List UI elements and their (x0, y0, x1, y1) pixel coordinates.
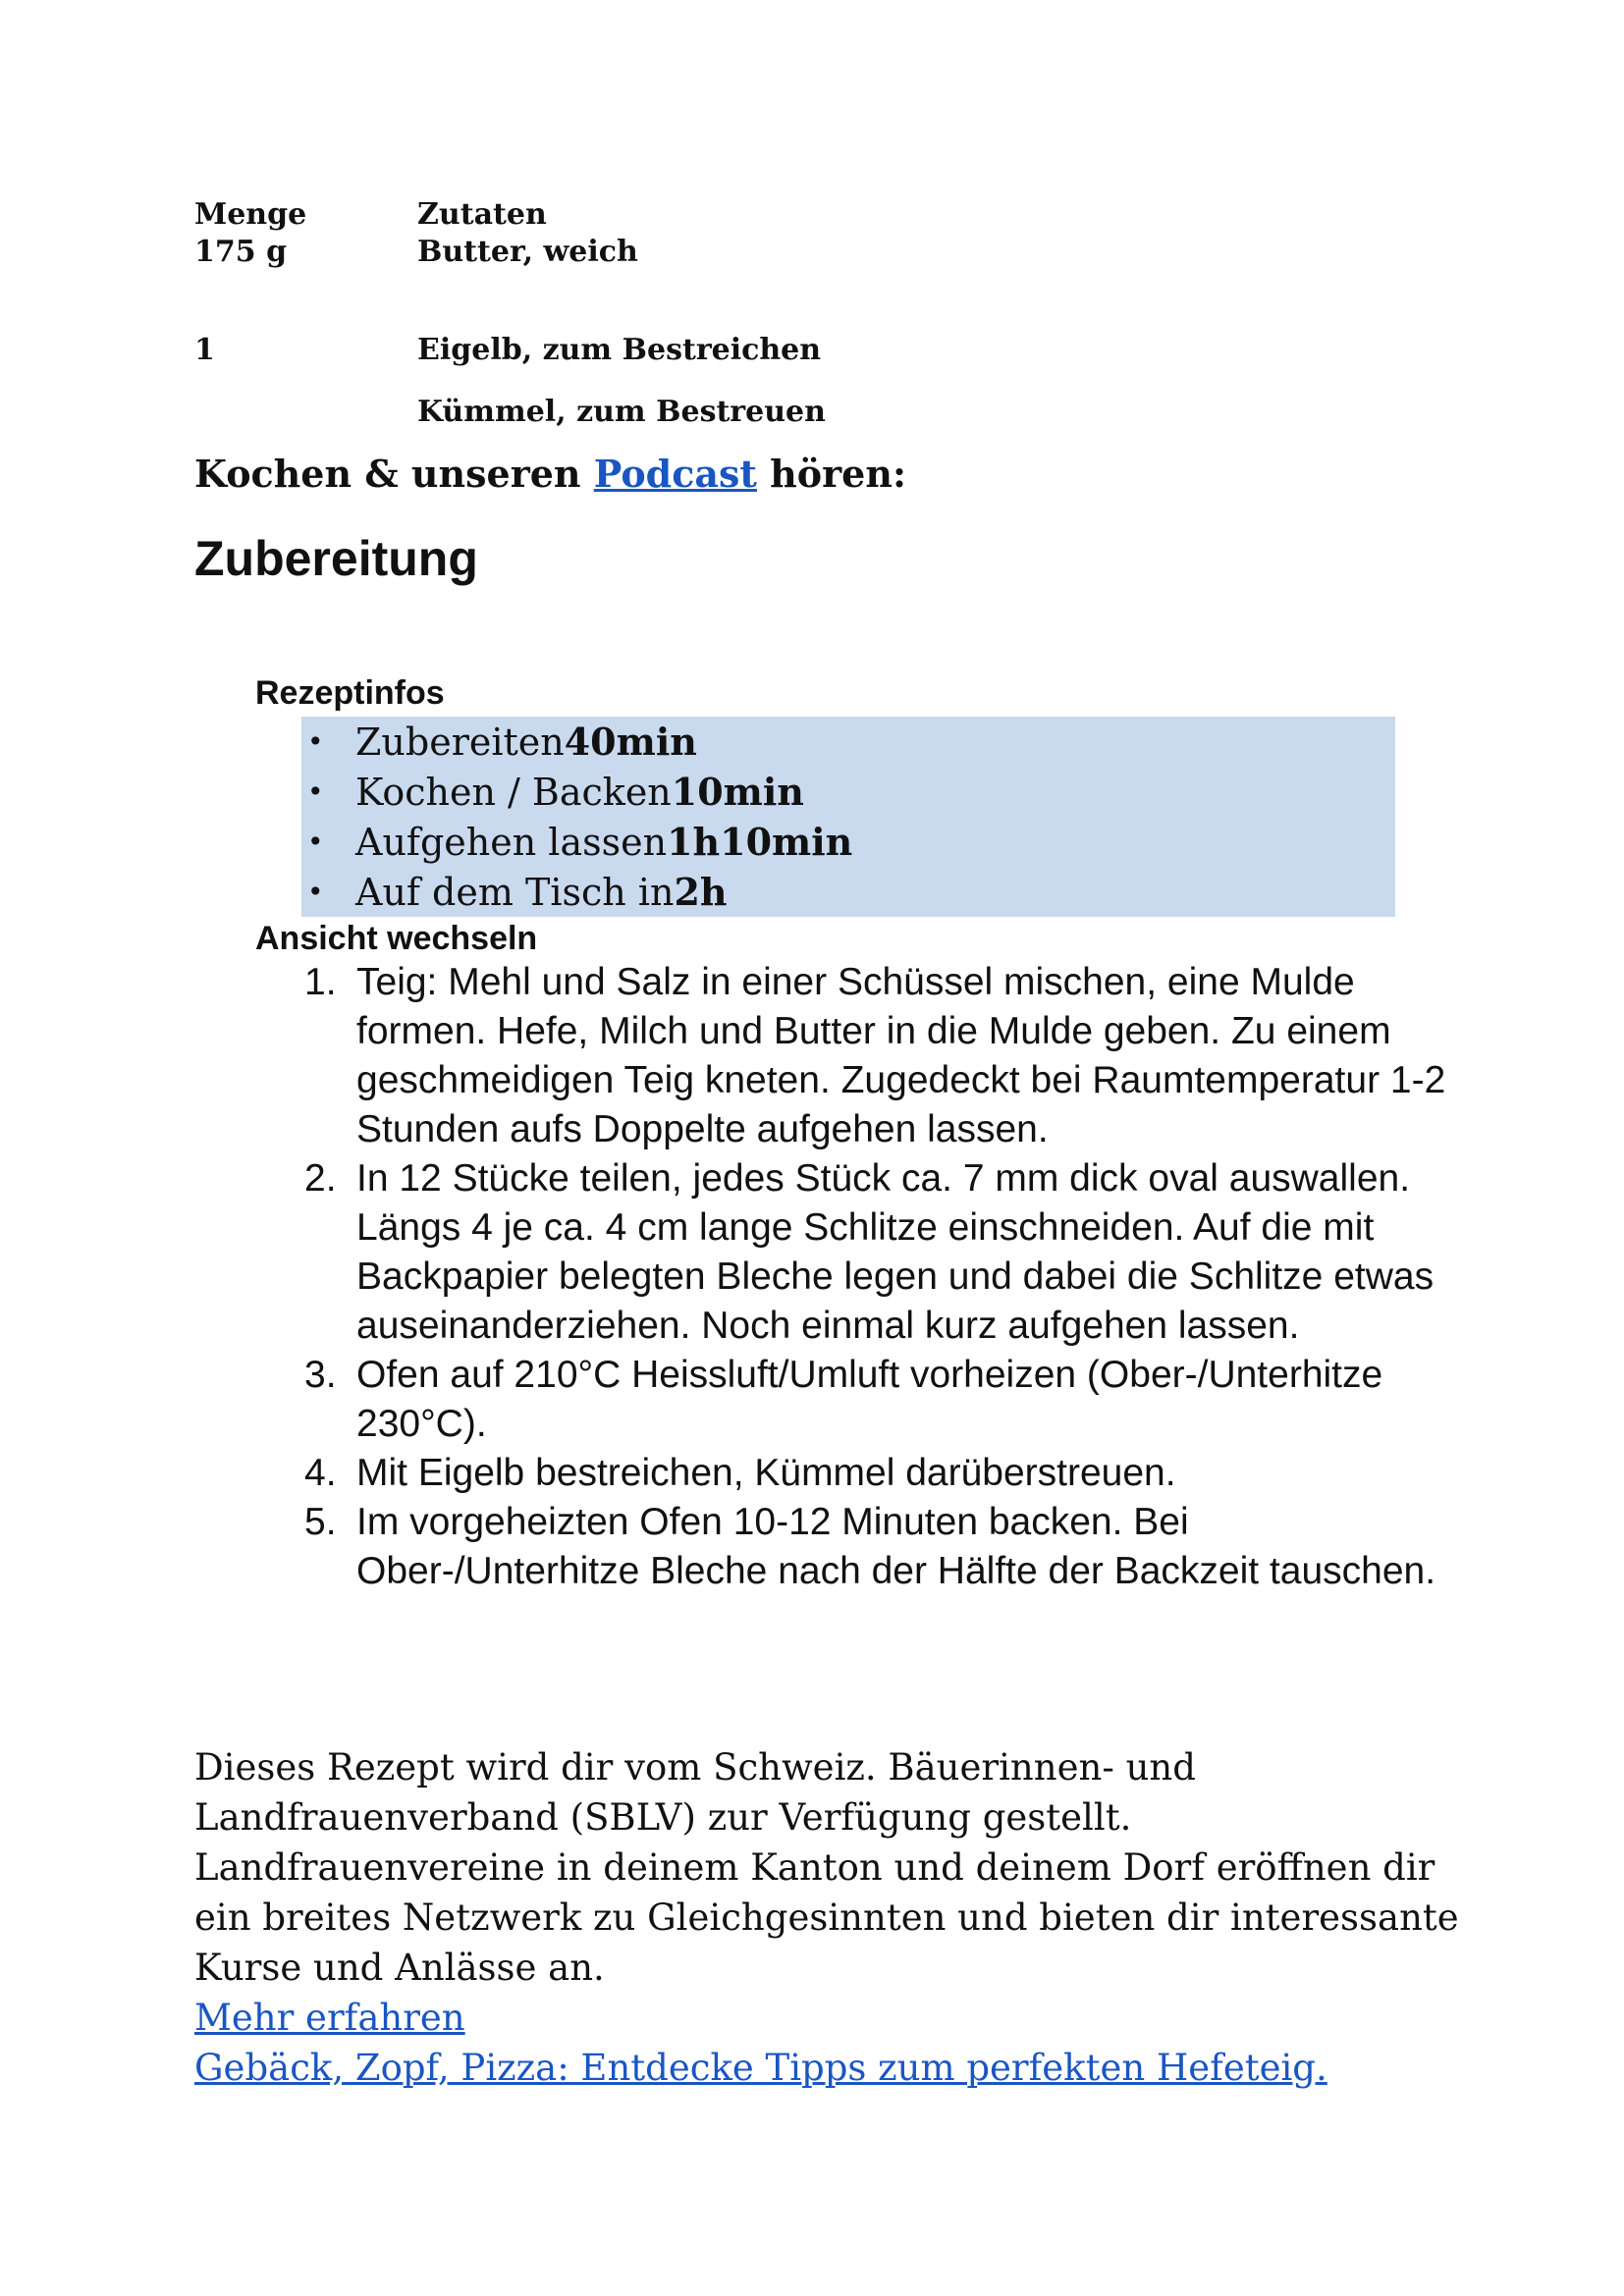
step-number: 4. (304, 1452, 337, 1494)
step-text: In 12 Stücke teilen, jedes Stück ca. 7 mm dick oval auswallen. Längs 4 je ca. 4 cm lange Schlitze einschneiden. Auf die mit Backpapier belegten Bleche legen und dabei die Schlitze etwas auseinanderziehen. Noch einmal kurz aufgehen lassen. (356, 1157, 1435, 1347)
rezeptinfos-box (301, 717, 1395, 917)
step-item (295, 1351, 1453, 1449)
yeast-dough-tips-link[interactable]: Gebäck, Zopf, Pizza: Entdecke Tipps zum perfekten Hefeteig. (194, 2047, 1327, 2089)
rezeptinfo-value: 1h10min (667, 820, 853, 864)
rezeptinfo-label: Zubereiten (355, 721, 565, 764)
step-text: Im vorgeheizten Ofen 10-12 Minuten backen. Bei Ober-/Unterhitze Bleche nach der Hälfte der Backzeit tauschen. (356, 1501, 1436, 1592)
rezeptinfo-label: Auf dem Tisch in (355, 871, 675, 914)
bullet-icon: • (307, 826, 324, 858)
step-item (295, 1449, 1453, 1498)
rezeptinfo-item (301, 767, 1395, 817)
step-text: Teig: Mehl und Salz in einer Schüssel mischen, eine Mulde formen. Hefe, Milch und Butter in die Mulde geben. Zu einem geschmeidigen Teig kneten. Zugedeckt bei Raumtemperatur 1-2 Stunden aufs Doppelte aufgehen lassen. (356, 961, 1446, 1150)
ingredients-header-qty: Menge (194, 197, 307, 232)
more-info-link[interactable]: Mehr erfahren (194, 1997, 465, 2039)
step-number: 1. (304, 961, 337, 1003)
bullet-icon: • (307, 775, 324, 808)
step-text: Ofen auf 210°C Heissluft/Umluft vorheizen (Ober-/Unterhitze 230°C). (356, 1354, 1383, 1445)
section-heading-zubereitung: Zubereitung (194, 531, 478, 586)
ingredients-header-item: Zutaten (417, 197, 547, 232)
step-number: 2. (304, 1157, 337, 1200)
step-item (295, 958, 1453, 1154)
rezeptinfo-value: 40min (564, 720, 697, 764)
rezeptinfo-item (301, 717, 1395, 767)
rezeptinfo-item (301, 867, 1395, 917)
ingredient-item: Kümmel, zum Bestreuen (417, 395, 826, 429)
rezeptinfo-label: Aufgehen lassen (355, 821, 668, 864)
step-item (295, 1154, 1453, 1351)
step-number: 5. (304, 1501, 337, 1543)
step-text: Mit Eigelb bestreichen, Kümmel darüberstreuen. (356, 1452, 1176, 1494)
podcast-suffix: hören: (756, 452, 907, 496)
ingredient-qty: 1 (194, 333, 215, 367)
bullet-icon: • (307, 876, 324, 908)
podcast-link[interactable]: Podcast (593, 452, 757, 496)
bullet-icon: • (307, 725, 324, 758)
ingredient-qty: 175 g (194, 235, 288, 269)
rezeptinfo-value: 2h (674, 870, 728, 914)
rezeptinfos-title: Rezeptinfos (255, 674, 445, 712)
podcast-line (194, 452, 906, 496)
steps-list (295, 958, 1453, 1596)
rezeptinfo-label: Kochen / Backen (355, 771, 672, 814)
rezeptinfo-item (301, 817, 1395, 867)
step-item (295, 1498, 1453, 1596)
step-number: 3. (304, 1354, 337, 1396)
ingredient-item: Eigelb, zum Bestreichen (417, 333, 822, 367)
rezeptinfos-list (301, 717, 1395, 917)
ingredient-item: Butter, weich (417, 235, 638, 269)
rezeptinfo-value: 10min (671, 770, 804, 814)
podcast-prefix: Kochen & unseren (194, 452, 594, 496)
sblv-info-paragraph: Dieses Rezept wird dir vom Schweiz. Bäuerinnen- und Landfrauenverband (SBLV) zur Verfügung gestellt. Landfrauenvereine in deinem Kanton und deinem Dorf eröffnen dir ein breites Netzwerk zu Gleichgesinnten und bieten dir interessante Kurse und Anlässe an. (194, 1746, 1459, 1989)
view-toggle-heading[interactable]: Ansicht wechseln (255, 920, 538, 957)
